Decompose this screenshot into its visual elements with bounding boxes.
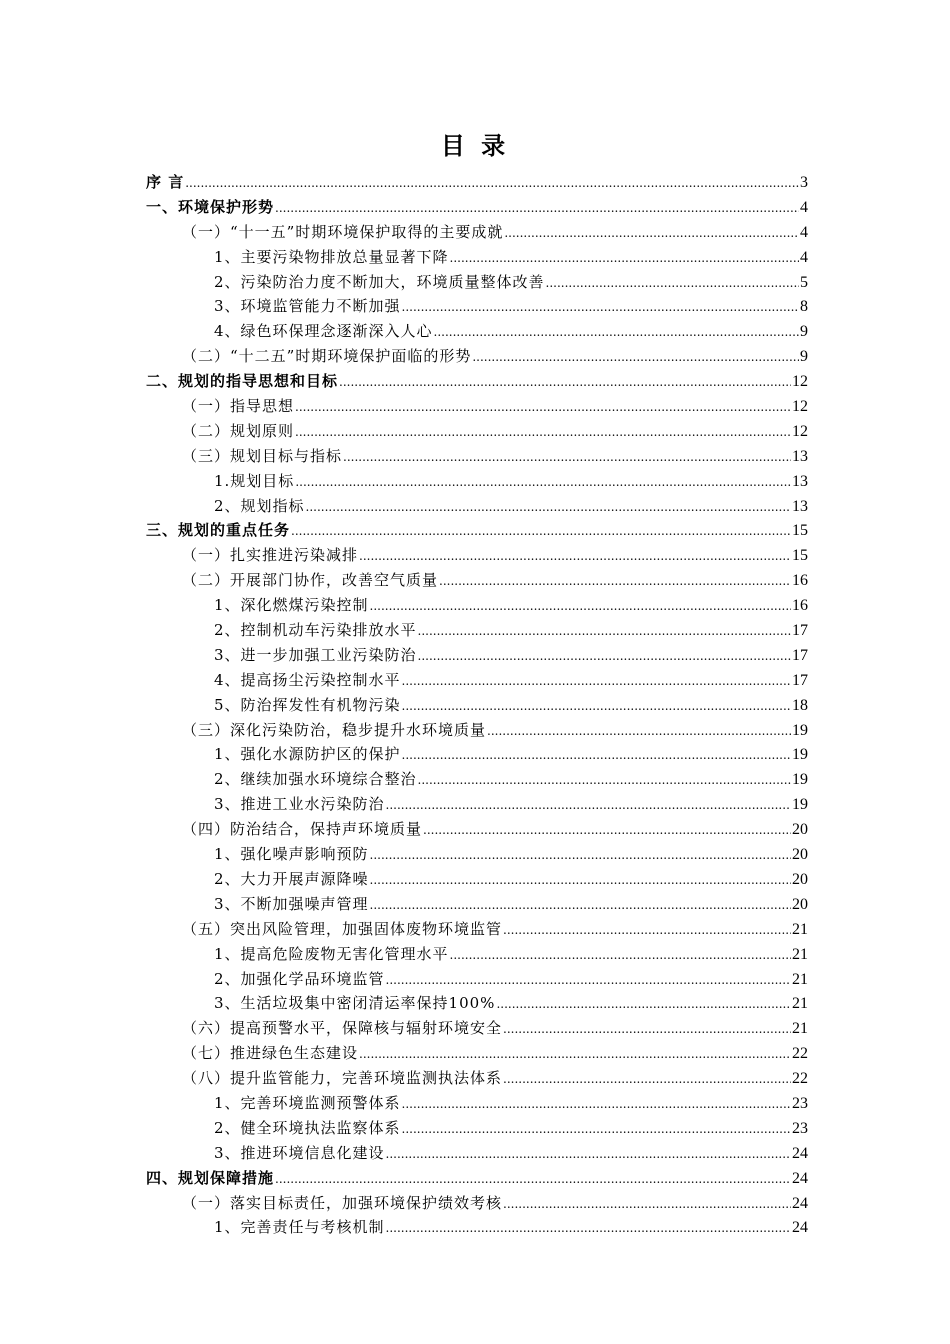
table-of-contents [146,170,808,1240]
toc-entry[interactable] [146,245,808,270]
toc-entry-label: （一）扎实推进污染减排 [182,546,359,565]
toc-dot-leader [295,419,791,444]
toc-entry[interactable] [146,1166,808,1191]
toc-entry[interactable] [146,1116,808,1141]
toc-entry[interactable] [146,369,808,394]
toc-entry[interactable] [146,792,808,817]
toc-entry-page-number: 4 [800,248,808,266]
toc-dot-leader [275,195,799,220]
toc-entry-page-number: 17 [792,671,808,689]
toc-entry[interactable] [146,892,808,917]
toc-entry-page-number: 9 [800,323,808,341]
toc-dot-leader [295,394,791,419]
toc-entry[interactable] [146,195,808,220]
toc-entry-label: （七）推进绿色生态建设 [182,1044,359,1063]
toc-entry[interactable] [146,294,808,319]
toc-entry-page-number: 5 [800,273,808,291]
toc-entry-label: （八）提升监管能力，完善环境监测执法体系 [182,1069,503,1088]
toc-entry-page-number: 20 [792,821,808,839]
toc-entry-label: 2、加强化学品环境监管 [214,969,385,988]
toc-dot-leader [439,568,791,593]
toc-entry-page-number: 8 [800,298,808,316]
toc-dot-leader [370,842,791,867]
toc-entry-page-number: 20 [792,895,808,913]
toc-entry[interactable] [146,1041,808,1066]
toc-entry-label: 2、控制机动车污染排放水平 [214,621,417,640]
toc-entry-label: 1、主要污染物排放总量显著下降 [214,247,449,266]
toc-entry-page-number: 18 [792,696,808,714]
toc-dot-leader [386,967,791,992]
toc-entry-label: 3、不断加强噪声管理 [214,894,369,913]
toc-dot-leader [370,593,791,618]
toc-entry-label: 1、完善环境监测预警体系 [214,1093,401,1112]
toc-entry-label: 4、绿色环保理念逐渐深入人心 [214,322,433,341]
toc-dot-leader [370,892,791,917]
toc-entry-page-number: 12 [792,398,808,416]
toc-entry[interactable] [146,444,808,469]
toc-entry-label: 2、污染防治力度不断加大，环境质量整体改善 [214,272,545,291]
toc-entry-label: （二）规划原则 [182,421,295,440]
toc-entry-page-number: 20 [792,846,808,864]
toc-entry-page-number: 4 [800,198,808,216]
toc-entry[interactable] [146,319,808,344]
toc-dot-leader [275,1166,791,1191]
toc-entry-page-number: 21 [792,920,808,938]
toc-entry-label: 1、强化噪声影响预防 [214,845,369,864]
toc-dot-leader [434,319,799,344]
toc-entry-page-number: 22 [792,1045,808,1063]
toc-entry-page-number: 3 [800,174,808,191]
toc-entry-label: 四、规划保障措施 [146,1168,275,1187]
toc-entry[interactable] [146,991,808,1016]
toc-entry[interactable] [146,867,808,892]
toc-dot-leader [386,792,791,817]
toc-entry-label: （六）提高预警水平，保障核与辐射环境安全 [182,1019,503,1038]
toc-entry-page-number: 12 [792,422,808,440]
toc-entry-label: （三）深化污染防治，稳步提升水环境质量 [182,720,487,739]
toc-entry[interactable] [146,593,808,618]
toc-entry-label: 3、推进环境信息化建设 [214,1143,385,1162]
toc-entry-label: 2、继续加强水环境综合整治 [214,770,417,789]
toc-dot-leader [343,444,791,469]
toc-entry-label: （三）规划目标与指标 [182,446,343,465]
toc-entry-label: 5、防治挥发性有机物污染 [214,695,401,714]
toc-entry-page-number: 24 [792,1219,808,1237]
toc-entry[interactable] [146,693,808,718]
toc-entry-label: 1、完善责任与考核机制 [214,1218,385,1237]
toc-entry-page-number: 24 [792,1194,808,1212]
toc-dot-leader [386,1215,791,1240]
toc-entry-label: 序 言 [146,173,185,191]
toc-entry-label: 2、大力开展声源降噪 [214,869,369,888]
toc-entry-page-number: 13 [792,447,808,465]
toc-entry-page-number: 9 [800,348,808,366]
toc-dot-leader [450,942,791,967]
toc-entry[interactable] [146,618,808,643]
toc-entry[interactable] [146,394,808,419]
toc-entry-page-number: 17 [792,622,808,640]
toc-entry-page-number: 21 [792,1020,808,1038]
toc-entry[interactable] [146,270,808,295]
toc-dot-leader [496,991,791,1016]
toc-dot-leader [359,1041,791,1066]
toc-entry-label: （二）开展部门协作，改善空气质量 [182,571,439,590]
toc-entry-label: 1、强化水源防护区的保护 [214,745,401,764]
toc-entry-label: 3、推进工业水污染防治 [214,795,385,814]
toc-dot-leader [472,344,799,369]
toc-entry[interactable] [146,419,808,444]
toc-dot-leader [503,1191,791,1216]
toc-dot-leader [185,170,799,195]
toc-dot-leader [386,1141,791,1166]
toc-entry[interactable] [146,543,808,568]
toc-entry-page-number: 16 [792,597,808,615]
toc-entry[interactable] [146,1091,808,1116]
toc-entry[interactable] [146,170,808,195]
toc-entry-label: 一、环境保护形势 [146,197,275,216]
toc-entry[interactable] [146,767,808,792]
toc-dot-leader [504,220,799,245]
toc-entry-label: （四）防治结合，保持声环境质量 [182,820,423,839]
toc-dot-leader [402,668,791,693]
toc-entry-page-number: 13 [792,472,808,490]
toc-entry[interactable] [146,718,808,743]
toc-dot-leader [546,270,799,295]
toc-entry[interactable] [146,643,808,668]
toc-dot-leader [503,1066,791,1091]
toc-entry-label: 1.规划目标 [214,471,295,490]
toc-entry-page-number: 21 [792,945,808,963]
toc-dot-leader [418,767,791,792]
toc-entry-label: 二、规划的指导思想和目标 [146,372,339,391]
toc-entry-label: 4、提高扬尘污染控制水平 [214,670,401,689]
toc-entry-label: 三、规划的重点任务 [146,521,291,540]
toc-entry-page-number: 12 [792,373,808,391]
toc-dot-leader [359,543,791,568]
toc-entry-page-number: 21 [792,970,808,988]
toc-dot-leader [487,718,791,743]
toc-entry[interactable] [146,518,808,543]
toc-entry[interactable] [146,1215,808,1240]
toc-entry-page-number: 23 [792,1094,808,1112]
toc-entry[interactable] [146,568,808,593]
toc-entry[interactable] [146,220,808,245]
toc-dot-leader [418,643,791,668]
toc-entry[interactable] [146,967,808,992]
toc-entry-label: 3、环境监管能力不断加强 [214,297,401,316]
toc-entry[interactable] [146,494,808,519]
toc-entry-label: （一）“十一五”时期环境保护取得的主要成就 [182,222,504,241]
toc-entry-page-number: 21 [792,995,808,1013]
toc-entry[interactable] [146,1191,808,1216]
toc-entry[interactable] [146,817,808,842]
toc-entry-page-number: 19 [792,721,808,739]
toc-dot-leader [295,469,791,494]
toc-entry-page-number: 19 [792,746,808,764]
toc-entry[interactable] [146,668,808,693]
toc-dot-leader [402,742,791,767]
toc-dot-leader [423,817,791,842]
toc-dot-leader [450,245,799,270]
toc-dot-leader [402,294,799,319]
toc-dot-leader [339,369,791,394]
toc-entry[interactable] [146,1016,808,1041]
toc-entry-label: （一）落实目标责任，加强环境保护绩效考核 [182,1193,503,1212]
toc-entry-page-number: 19 [792,771,808,789]
toc-dot-leader [418,618,791,643]
toc-entry[interactable] [146,742,808,767]
toc-entry-page-number: 13 [792,497,808,515]
toc-dot-leader [503,917,791,942]
toc-entry[interactable] [146,942,808,967]
toc-entry-label: 1、深化燃煤污染控制 [214,596,369,615]
toc-entry-page-number: 23 [792,1119,808,1137]
toc-dot-leader [503,1016,791,1041]
toc-entry[interactable] [146,917,808,942]
toc-entry-page-number: 22 [792,1070,808,1088]
toc-entry-label: 1、提高危险废物无害化管理水平 [214,944,449,963]
toc-entry-label: 3、生活垃圾集中密闭清运率保持100% [214,994,496,1013]
toc-entry[interactable] [146,344,808,369]
toc-entry-page-number: 15 [792,522,808,540]
toc-entry[interactable] [146,469,808,494]
toc-dot-leader [402,693,791,718]
toc-dot-leader [306,494,791,519]
page-title: 目 录 [440,132,510,160]
toc-entry-page-number: 4 [800,223,808,241]
toc-entry-page-number: 17 [792,646,808,664]
toc-entry-page-number: 24 [792,1169,808,1187]
toc-dot-leader [402,1116,791,1141]
toc-dot-leader [402,1091,791,1116]
toc-entry-label: （一）指导思想 [182,397,295,416]
toc-entry-label: 2、规划指标 [214,496,305,515]
toc-entry-label: 2、健全环境执法监察体系 [214,1118,401,1137]
toc-entry-label: 3、进一步加强工业污染防治 [214,645,417,664]
toc-entry-page-number: 24 [792,1144,808,1162]
toc-dot-leader [370,867,791,892]
toc-entry-page-number: 15 [792,547,808,565]
toc-entry-page-number: 16 [792,572,808,590]
toc-entry[interactable] [146,842,808,867]
toc-dot-leader [291,518,791,543]
toc-entry[interactable] [146,1066,808,1091]
toc-entry-page-number: 19 [792,796,808,814]
toc-entry-label: （二）“十二五”时期环境保护面临的形势 [182,347,472,366]
toc-entry-label: （五）突出风险管理，加强固体废物环境监管 [182,919,503,938]
toc-entry[interactable] [146,1141,808,1166]
toc-entry-page-number: 20 [792,870,808,888]
